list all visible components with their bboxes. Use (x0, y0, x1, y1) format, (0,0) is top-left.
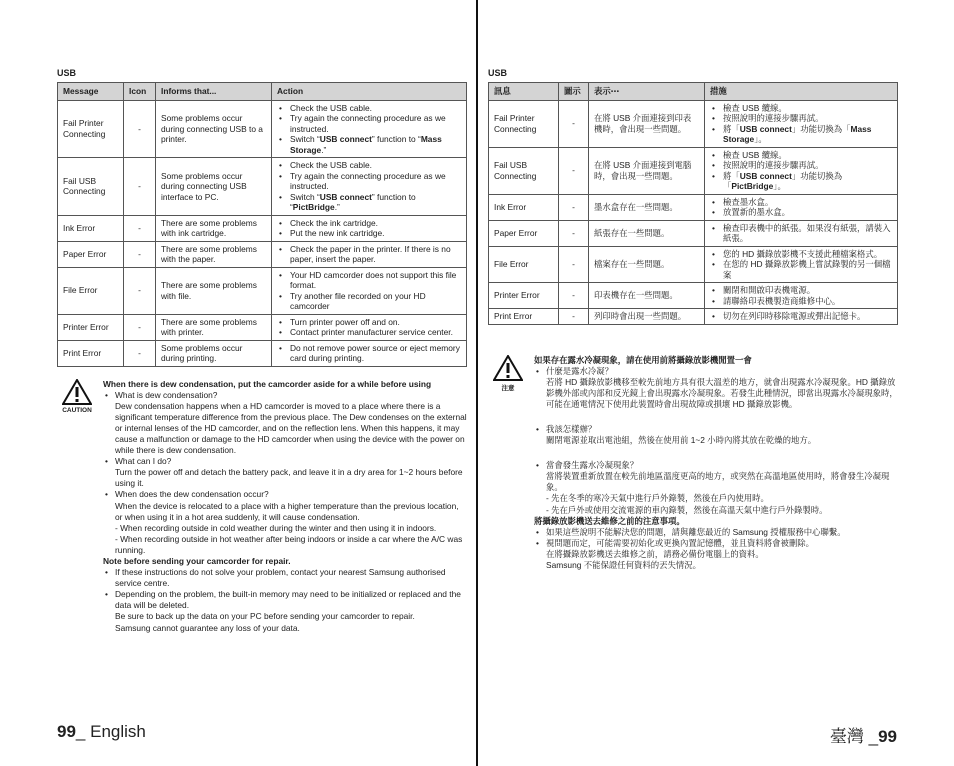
list-item (534, 366, 898, 410)
warning-triangle-icon (493, 355, 523, 381)
action-list (277, 244, 461, 265)
question: When does the dew condensation occur? (115, 489, 269, 500)
action-item: • 放置新的墨水盒。 (710, 207, 892, 218)
action-item: • Turn printer power off and on. (277, 317, 461, 328)
table-row (58, 158, 467, 216)
message-cell: Printer Error (489, 283, 559, 309)
action-text: 」。 (773, 181, 786, 191)
icon-cell: - (124, 267, 156, 314)
column-header: 圖示 (559, 83, 589, 101)
caution-label: CAUTION (62, 406, 92, 414)
table-row (58, 241, 467, 267)
caution-heading: When there is dew condensation, put the camcorder aside for a while before using (103, 378, 432, 389)
list-item (103, 390, 467, 457)
action-item: • 檢查 USB 纜線。 (710, 150, 892, 161)
action-item: • 您的 HD 攝錄放影機不支援此種檔案格式。 (710, 249, 892, 260)
action-text: .” (334, 202, 340, 212)
setting-name: USB connect (739, 123, 792, 134)
column-header: Action (272, 83, 467, 101)
setting-name: Mass Storage (723, 123, 872, 144)
page-number: 99 (878, 727, 897, 746)
icon-cell: - (559, 100, 589, 147)
action-item: • 檢查印表機中的紙張。如果沒有紙張，請裝入紙張。 (710, 223, 892, 244)
action-list (277, 160, 461, 213)
action-cell (705, 246, 898, 283)
action-cell (705, 220, 898, 246)
table-body (58, 100, 467, 366)
answer-sub: - When recording outside in hot weather after being indoors or inside a car where the A/C was running. (115, 533, 463, 555)
action-item: • 按照說明的連接步驟再試。 (710, 160, 892, 171)
informs-cell: Some problems occur during connecting USB interface to PC. (156, 158, 272, 216)
note-text: Samsung 不能保證任何資料的丟失情況。 (546, 560, 701, 570)
message-cell: Paper Error (58, 241, 124, 267)
setting-name: USB connect (319, 134, 372, 144)
caution-block (488, 355, 898, 572)
action-list (277, 218, 461, 239)
action-text: Switch “ (290, 134, 320, 144)
footer-language: 臺灣 _ (829, 727, 879, 746)
table-row (489, 283, 898, 309)
action-cell (272, 158, 467, 216)
action-text: 」。 (754, 134, 767, 144)
page-footer-right (830, 722, 897, 747)
icon-cell: - (124, 215, 156, 241)
informs-cell: Some problems occur during connecting USB to a printer. (156, 100, 272, 158)
table-row (58, 340, 467, 366)
table-row (58, 100, 467, 158)
table-row (489, 309, 898, 325)
list-item (103, 456, 467, 489)
answer: Dew condensation happens when a HD camcorder is moved to a place where there is a significant temperature difference from the previous place. The Dew condenses on the external or internal lenses of the HD camcorder, and on the reflection lens. When this happens, it may cause a malfunction or damage to the HD camcorder when using the device with the power on while there is dew condensation. (115, 400, 467, 456)
message-cell: Printer Error (58, 314, 124, 340)
question: What can I do? (115, 456, 172, 467)
informs-cell: There are some problems with the paper. (156, 241, 272, 267)
column-header: 表示⋯ (589, 83, 705, 101)
action-list (710, 223, 892, 244)
action-text: 」功能切換為「 (723, 170, 843, 191)
action-item (710, 124, 892, 145)
action-item: • Put the new ink cartridge. (277, 228, 461, 239)
informs-cell: 在將 USB 介面連接到電腦時，會出現一些問題。 (589, 147, 705, 194)
informs-cell: 印表機存在一些問題。 (589, 283, 705, 309)
action-cell (705, 283, 898, 309)
action-text: 將「 (723, 123, 740, 134)
caution-label: 注意 (501, 384, 515, 392)
icon-cell: - (559, 246, 589, 283)
answer: 若將 HD 攝錄放影機移至較先前地方具有很大溫差的地方，就會出現露水冷凝現象。HD 攝錄放影機外部或內部和反光鏡上會出現露水冷凝現象。若發生此種情況，即當出現露水冷凝現象時，可能在通電情況下使用此裝置時會出現故障或損壞 HD 攝錄放影機。 (546, 376, 898, 409)
note-text: If these instructions do not solve your problem, contact your nearest Samsung authorised service centre. (115, 567, 446, 589)
action-list (710, 249, 892, 281)
action-list (277, 103, 461, 156)
usb-message-table (57, 82, 467, 367)
dew-list (103, 390, 467, 556)
action-list (710, 311, 892, 322)
action-item: • 切勿在列印時移除電源或彈出記憶卡。 (710, 311, 892, 322)
table-row (489, 246, 898, 283)
footer-language: _ English (75, 722, 146, 741)
action-cell (272, 314, 467, 340)
action-list (277, 343, 461, 364)
answer: When the device is relocated to a place with a higher temperature than the previous location, or when using it in a hot area suddenly, it will cause condensation. (115, 500, 459, 522)
setting-name: Mass Storage (290, 134, 442, 155)
action-item: • Do not remove power source or eject memory card during printing. (277, 343, 461, 364)
icon-cell: - (124, 314, 156, 340)
answer: 當將裝置重新放置在較先前地區溫度更高的地方，或突然在高溫地區使用時，將會發生冷凝現象。 (546, 471, 890, 493)
right-column (488, 68, 898, 571)
message-cell: Print Error (58, 340, 124, 366)
table-row (58, 314, 467, 340)
action-item: • Check the USB cable. (277, 160, 461, 171)
caution-body (103, 379, 467, 634)
note-text: 視問題而定，可能需要初始化或更換內置記憶體，並且資料將會被刪除。 (546, 537, 814, 548)
icon-cell: - (559, 309, 589, 325)
informs-cell: 墨水盒存在一些問題。 (589, 194, 705, 220)
center-divider (476, 0, 478, 766)
page-footer-left (57, 722, 146, 742)
table-header-row (58, 83, 467, 101)
table-row (489, 147, 898, 194)
message-cell: Ink Error (58, 215, 124, 241)
answer-sub: - 先在冬季的寒冷天氣中進行戶外錄製，然後在戶內使用時。 (546, 493, 769, 504)
message-cell: File Error (489, 246, 559, 283)
action-list (277, 270, 461, 312)
note-heading: Note before sending your camcorder for repair. (103, 556, 291, 566)
setting-name: PictBridge (292, 202, 335, 212)
message-cell: Paper Error (489, 220, 559, 246)
answer: 關閉電源並取出電池組，然後在使用前 1~2 小時內將其放在乾燥的地方。 (546, 435, 817, 446)
list-item (534, 424, 898, 446)
table-row (58, 215, 467, 241)
note-text: Samsung cannot guarantee any loss of your data. (115, 622, 300, 633)
action-text: Switch “ (290, 191, 320, 202)
answer-sub: - 先在戶外或使用交流電源的車內錄製，然後在高溫天氣中進行戶外錄製時。 (546, 504, 828, 515)
action-item: • Check the USB cable. (277, 103, 461, 114)
table-row (489, 220, 898, 246)
action-list (710, 285, 892, 306)
action-cell (272, 100, 467, 158)
informs-cell: Some problems occur during printing. (156, 340, 272, 366)
caution-block (57, 379, 467, 634)
list-item (534, 538, 898, 571)
column-header: Icon (124, 83, 156, 101)
note-list (103, 567, 467, 634)
note-text: Be sure to back up the data on your PC before sending your camcorder to repair. (115, 611, 415, 622)
section-label: USB (488, 68, 508, 78)
action-list (710, 197, 892, 218)
message-cell: File Error (58, 267, 124, 314)
table-row (58, 267, 467, 314)
note-text: 在將攝錄放影機送去維修之前，請務必備份電腦上的資料。 (546, 548, 764, 559)
warning-triangle-icon (62, 379, 92, 405)
list-item (103, 567, 467, 589)
section-label: USB (57, 68, 77, 78)
action-item (277, 192, 461, 213)
message-cell: Fail USB Connecting (489, 147, 559, 194)
note-list (534, 527, 898, 571)
action-cell (272, 267, 467, 314)
icon-cell: - (124, 158, 156, 216)
informs-cell: 在將 USB 介面連接到印表機時，會出現一些問題。 (589, 100, 705, 147)
informs-cell: There are some problems with printer. (156, 314, 272, 340)
column-header: Informs that... (156, 83, 272, 101)
message-cell: Print Error (489, 309, 559, 325)
icon-cell: - (559, 194, 589, 220)
action-list (710, 150, 892, 192)
note-text: Depending on the problem, the built-in memory may need to be initialized or replaced and the data will be deleted. (115, 589, 461, 611)
question: 什麼是露水冷凝？ (546, 365, 613, 376)
icon-cell: - (124, 241, 156, 267)
action-item: • 檢查墨水盒。 (710, 197, 892, 208)
answer-sub: - When recording outside in cold weather during the winter and then using it in indoors. (115, 522, 437, 533)
caution-heading: 如果存在露水冷凝現象，請在使用前將攝錄放影機閒置一會 (534, 354, 752, 365)
dew-list (534, 366, 898, 516)
list-item (103, 589, 467, 633)
action-item: • 檢查 USB 纜線。 (710, 103, 892, 114)
action-item: • 請聯絡印表機製造商維修中心。 (710, 296, 892, 307)
answer: Turn the power off and detach the battery pack, and leave it in a dry area for 1~2 hours before using it. (115, 467, 463, 489)
action-cell (272, 241, 467, 267)
action-item: • Try again the connecting procedure as we instructed. (277, 113, 461, 134)
table-header-row (489, 83, 898, 101)
message-cell: Fail USB Connecting (58, 158, 124, 216)
note-heading: 將攝錄放影機送去維修之前的注意事項。 (534, 515, 685, 526)
action-item (277, 134, 461, 155)
column-header: Message (58, 83, 124, 101)
caution-icon-wrap (488, 355, 528, 392)
informs-cell: 紙張存在一些問題。 (589, 220, 705, 246)
action-text: 」功能切換為「 (791, 123, 851, 134)
action-item: • 按照說明的連接步驟再試。 (710, 113, 892, 124)
icon-cell: - (559, 283, 589, 309)
action-cell (705, 100, 898, 147)
action-cell (705, 309, 898, 325)
icon-cell: - (559, 147, 589, 194)
action-item: • Your HD camcorder does not support this file format. (277, 270, 461, 291)
caution-icon-wrap (57, 379, 97, 414)
action-item: • Try another file recorded on your HD camcorder (277, 291, 461, 312)
setting-name: USB connect (319, 191, 372, 202)
question: What is dew condensation? (115, 389, 218, 400)
left-column (57, 68, 467, 634)
message-cell: Fail Printer Connecting (489, 100, 559, 147)
action-item: • Check the ink cartridge. (277, 218, 461, 229)
action-text: .” (321, 144, 327, 155)
message-cell: Ink Error (489, 194, 559, 220)
action-item: • Try again the connecting procedure as we instructed. (277, 171, 461, 192)
icon-cell: - (124, 340, 156, 366)
action-item: • Check the paper in the printer. If there is no paper, insert the paper. (277, 244, 461, 265)
question: 當會發生露水冷凝現象？ (546, 460, 639, 471)
icon-cell: - (124, 100, 156, 158)
column-header: 措施 (705, 83, 898, 101)
informs-cell: There are some problems with file. (156, 267, 272, 314)
message-cell: Fail Printer Connecting (58, 100, 124, 158)
action-cell (705, 194, 898, 220)
table-row (489, 194, 898, 220)
table-body (489, 100, 898, 324)
action-item (710, 171, 892, 192)
action-cell (705, 147, 898, 194)
caution-body (534, 355, 898, 572)
list-item (534, 527, 898, 538)
informs-cell: There are some problems with ink cartridge. (156, 215, 272, 241)
action-list (277, 317, 461, 338)
page-number: 99 (57, 722, 76, 741)
setting-name: USB connect (739, 170, 792, 181)
action-text: 將「 (723, 170, 740, 181)
action-list (710, 103, 892, 145)
action-cell (272, 340, 467, 366)
action-item: • 關閉和開啟印表機電源。 (710, 285, 892, 296)
usb-message-table (488, 82, 898, 325)
icon-cell: - (559, 220, 589, 246)
action-item: • 在您的 HD 攝錄放影機上嘗試錄製的另一個檔案 (710, 259, 892, 280)
question: 我該怎樣辦？ (546, 423, 597, 434)
action-text: ” function to “ (371, 134, 421, 144)
note-text: 如果這些說明不能解決您的問題，請與離您最近的 Samsung 授權服務中心聯繫。 (546, 526, 846, 537)
list-item (103, 489, 467, 556)
action-text: ” function to “ (290, 191, 416, 212)
action-item: • Contact printer manufacturer service center. (277, 327, 461, 338)
table-row (489, 100, 898, 147)
action-cell (272, 215, 467, 241)
informs-cell: 列印時會出現一些問題。 (589, 309, 705, 325)
list-item (534, 460, 898, 515)
informs-cell: 檔案存在一些問題。 (589, 246, 705, 283)
column-header: 訊息 (489, 83, 559, 101)
setting-name: PictBridge (731, 181, 774, 191)
